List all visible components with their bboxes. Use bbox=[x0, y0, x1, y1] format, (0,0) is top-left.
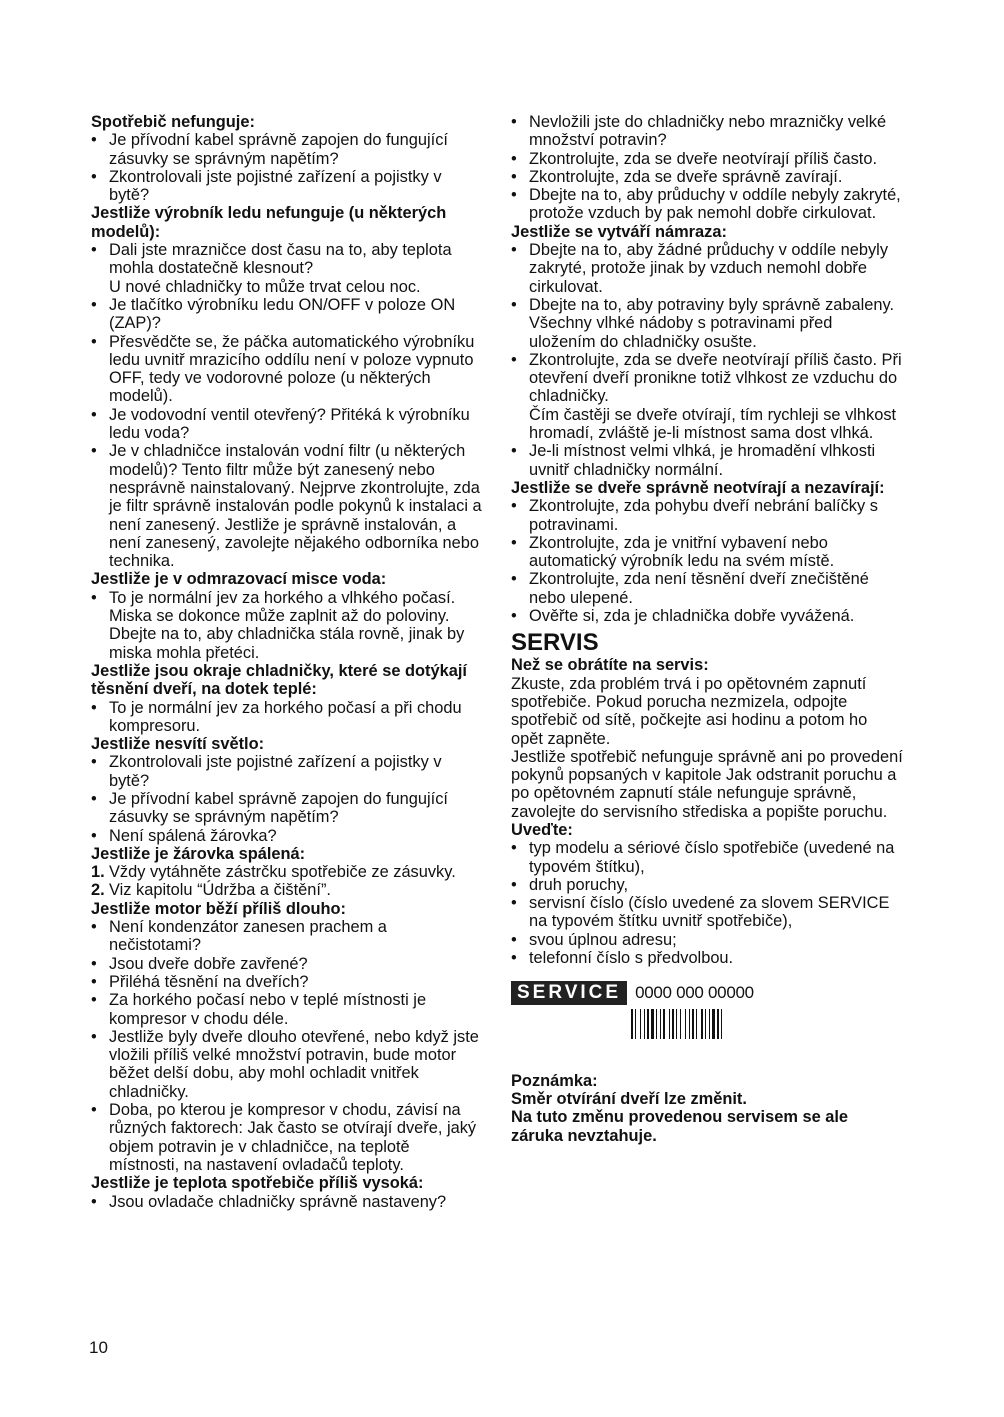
list-item-text: Viz kapitolu “Údržba a čištění”. bbox=[109, 881, 331, 900]
bullet-list bbox=[91, 753, 483, 844]
list-item: • Doba, po kterou je kompresor v chodu, závisí na různých faktorech: Jak často se otvírají dveře, jaký objem potravin je v chladničce, na teplotě místnosti, na nastavení ovladačů teploty. bbox=[91, 1101, 483, 1174]
list-item-text: • To je normální jev za horkého a vlhkého počasí. bbox=[109, 588, 456, 607]
section-title: Uveďte: bbox=[511, 820, 573, 839]
list-item: • Zkontrolujte, zda se dveře správně zavírají. bbox=[511, 168, 903, 186]
left-column bbox=[91, 113, 483, 1211]
list-number: 2. bbox=[91, 881, 105, 900]
list-item-text: • Dali jste mrazničce dost času na to, aby teplota mohla dostatečně klesnout? bbox=[109, 241, 452, 278]
list-item: • Není spálená žárovka? bbox=[91, 827, 483, 845]
list-item: • Je v chladničce instalován vodní filtr (u některých modelů)? Tento filtr může být zanesený nebo nesprávně nainstalovaný. Nejprve zkontrolujte, zda je filtr správně instalován podle pokynů k instalaci a není zanesený. Jestliže je správně instalován, a není zanesený, zavolejte nějakého odborníka nebo technika. bbox=[91, 442, 483, 570]
bullet-list bbox=[91, 918, 483, 1174]
list-item: • servisní číslo (číslo uvedené za slovem SERVICE na typovém štítku uvnitř spotřebiče), bbox=[511, 894, 903, 931]
bullet-list bbox=[91, 699, 483, 736]
list-item: • Přesvědčte se, že páčka automatického výrobníku ledu uvnitř mrazicího oddílu není v poloze vypnuto OFF, tedy ve vodorovné poloze (u některých modelů). bbox=[91, 333, 483, 406]
list-item: • Je přívodní kabel správně zapojen do fungující zásuvky se správným napětím? bbox=[91, 131, 483, 168]
list-item: • Není kondenzátor zanesen prachem a nečistotami? bbox=[91, 918, 483, 955]
section-title: Jestliže jsou okraje chladničky, které se dotýkají těsnění dveří, na dotek teplé: bbox=[91, 661, 467, 699]
bullet-list bbox=[511, 241, 903, 479]
list-item: • Dbejte na to, aby potraviny byly správně zabaleny. Všechny vlhké nádoby s potravinami před uložením do chladničky osušte. bbox=[511, 296, 903, 351]
list-item: • druh poruchy, bbox=[511, 876, 903, 894]
paragraph: Jestliže spotřebič nefunguje správně ani po provedení pokynů popsaných v kapitole Jak odstranit poruchu a po opětovném zapnutí stále nefunguje správně, zavolejte do servisního střediska a popište poruchu. bbox=[511, 747, 903, 821]
numbered-list bbox=[91, 863, 483, 900]
note bbox=[511, 1072, 903, 1145]
bullet-list bbox=[511, 839, 903, 967]
list-item bbox=[91, 881, 483, 899]
section-title: Jestliže je žárovka spálená: bbox=[91, 844, 306, 863]
paragraph: Zkuste, zda problém trvá i po opětovném zapnutí spotřebiče. Pokud porucha nezmizela, odpojte spotřebič od sítě, počkejte asi hodinu a potom ho opět zapněte. bbox=[511, 674, 868, 748]
section-title: Jestliže výrobník ledu nefunguje (u některých modelů): bbox=[91, 204, 447, 241]
list-item: • typ modelu a sériové číslo spotřebiče (uvedené na typovém štítku), bbox=[511, 839, 903, 876]
service-label: SERVICE bbox=[511, 981, 627, 1005]
service-label-row bbox=[511, 981, 903, 1005]
list-item: • svou úplnou adresu; bbox=[511, 931, 903, 949]
servis-heading: SERVIS bbox=[511, 629, 599, 657]
list-number: 1. bbox=[91, 863, 105, 882]
list-item: • Ověřte si, zda je chladnička dobře vyvážená. bbox=[511, 607, 903, 625]
list-item bbox=[511, 351, 903, 442]
barcode-icon bbox=[631, 1009, 763, 1039]
bullet-list bbox=[91, 131, 483, 204]
list-item: • Zkontrolovali jste pojistné zařízení a pojistky v bytě? bbox=[91, 753, 483, 790]
list-item-text: Čím častěji se dveře otvírají, tím rychleji se vlhkost hromadí, zvláště je-li místnost sama dost vlhká. bbox=[529, 405, 897, 443]
section-title: Než se obrátíte na servis: bbox=[511, 656, 709, 675]
note-text: Na tuto změnu provedenou servisem se ale záruka nevztahuje. bbox=[511, 1108, 849, 1145]
list-item: • Jsou ovladače chladničky správně nastaveny? bbox=[91, 1193, 483, 1211]
section-title: Spotřebič nefunguje: bbox=[91, 113, 255, 131]
list-item: • Dbejte na to, aby průduchy v oddíle nebyly zakryté, protože vzduch by pak nemohl dobře cirkulovat. bbox=[511, 186, 903, 223]
list-item-text: • Zkontrolujte, zda se dveře neotvírají příliš často. Při otevření dveří pronikne totiž vlhkost ze vzduchu do chladničky. bbox=[529, 350, 902, 406]
list-item bbox=[91, 863, 483, 881]
list-item-text: Vždy vytáhněte zástrčku spotřebiče ze zásuvky. bbox=[109, 863, 456, 882]
list-item: • Jestliže byly dveře dlouho otevřené, nebo když jste vložili příliš velké množství potravin, bude motor běžet delší dobu, aby mohl ochladit vnitřek chladničky. bbox=[91, 1028, 483, 1101]
list-item: • Zkontrolujte, zda se dveře neotvírají příliš často. bbox=[511, 150, 903, 168]
bullet-list bbox=[91, 589, 483, 662]
list-item: • Je přívodní kabel správně zapojen do fungující zásuvky se správným napětím? bbox=[91, 790, 483, 827]
service-number: 0000 000 00000 bbox=[635, 983, 754, 1003]
section-title: Jestliže se vytváří námraza: bbox=[511, 222, 727, 241]
right-column bbox=[511, 113, 903, 1145]
list-item-text: U nové chladničky to může trvat celou noc. bbox=[109, 277, 421, 296]
list-item: • Je-li místnost velmi vlhká, je hromadění vlhkosti uvnitř chladničky normální. bbox=[511, 442, 903, 479]
list-item: • Dbejte na to, aby žádné průduchy v oddíle nebyly zakryté, protože jinak by vzduch nemohl dobře cirkulovat. bbox=[511, 241, 903, 296]
note-text: Směr otvírání dveří lze změnit. bbox=[511, 1089, 747, 1108]
list-item bbox=[91, 589, 483, 662]
list-item: • telefonní číslo s předvolbou. bbox=[511, 949, 903, 967]
list-item: • Za horkého počasí nebo v teplé místnosti je kompresor v chodu déle. bbox=[91, 991, 483, 1028]
section-title: Jestliže nesvítí světlo: bbox=[91, 735, 265, 754]
bullet-list bbox=[91, 1193, 483, 1211]
section-title: Jestliže se dveře správně neotvírají a nezavírají: bbox=[511, 478, 885, 497]
list-item-text: Dbejte na to, aby chladnička stála rovně, jinak by miska mohla přetéci. bbox=[109, 625, 465, 662]
bullet-list bbox=[511, 497, 903, 625]
list-item: • To je normální jev za horkého počasí a při chodu kompresoru. bbox=[91, 699, 483, 736]
list-item: • Je vodovodní ventil otevřený? Přitéká k výrobníku ledu voda? bbox=[91, 406, 483, 443]
list-item: • Zkontrolujte, zda pohybu dveří nebrání balíčky s potravinami. bbox=[511, 497, 903, 534]
section-title: Jestliže motor běží příliš dlouho: bbox=[91, 899, 346, 918]
bullet-list bbox=[511, 113, 903, 223]
list-item: • Zkontrolujte, zda není těsnění dveří znečištěné nebo ulepené. bbox=[511, 570, 903, 607]
list-item: • Jsou dveře dobře zavřené? bbox=[91, 955, 483, 973]
note-title: Poznámka: bbox=[511, 1071, 598, 1090]
list-item: • Nevložili jste do chladničky nebo mrazničky velké množství potravin? bbox=[511, 113, 903, 150]
list-item bbox=[91, 241, 483, 296]
section-title: Jestliže je v odmrazovací misce voda: bbox=[91, 570, 387, 589]
list-item: • Zkontrolovali jste pojistné zařízení a pojistky v bytě? bbox=[91, 168, 483, 205]
page-number: 10 bbox=[89, 1338, 108, 1357]
list-item: • Zkontrolujte, zda je vnitřní vybavení nebo automatický výrobník ledu na svém místě. bbox=[511, 534, 903, 571]
list-item: • Je tlačítko výrobníku ledu ON/OFF v poloze ON (ZAP)? bbox=[91, 296, 483, 333]
section-title: Jestliže je teplota spotřebiče příliš vysoká: bbox=[91, 1174, 424, 1193]
list-item-text: Miska se dokonce může zaplnit až do poloviny. bbox=[109, 607, 450, 626]
list-item: • Přiléhá těsnění na dveřích? bbox=[91, 973, 483, 991]
bullet-list bbox=[91, 241, 483, 570]
